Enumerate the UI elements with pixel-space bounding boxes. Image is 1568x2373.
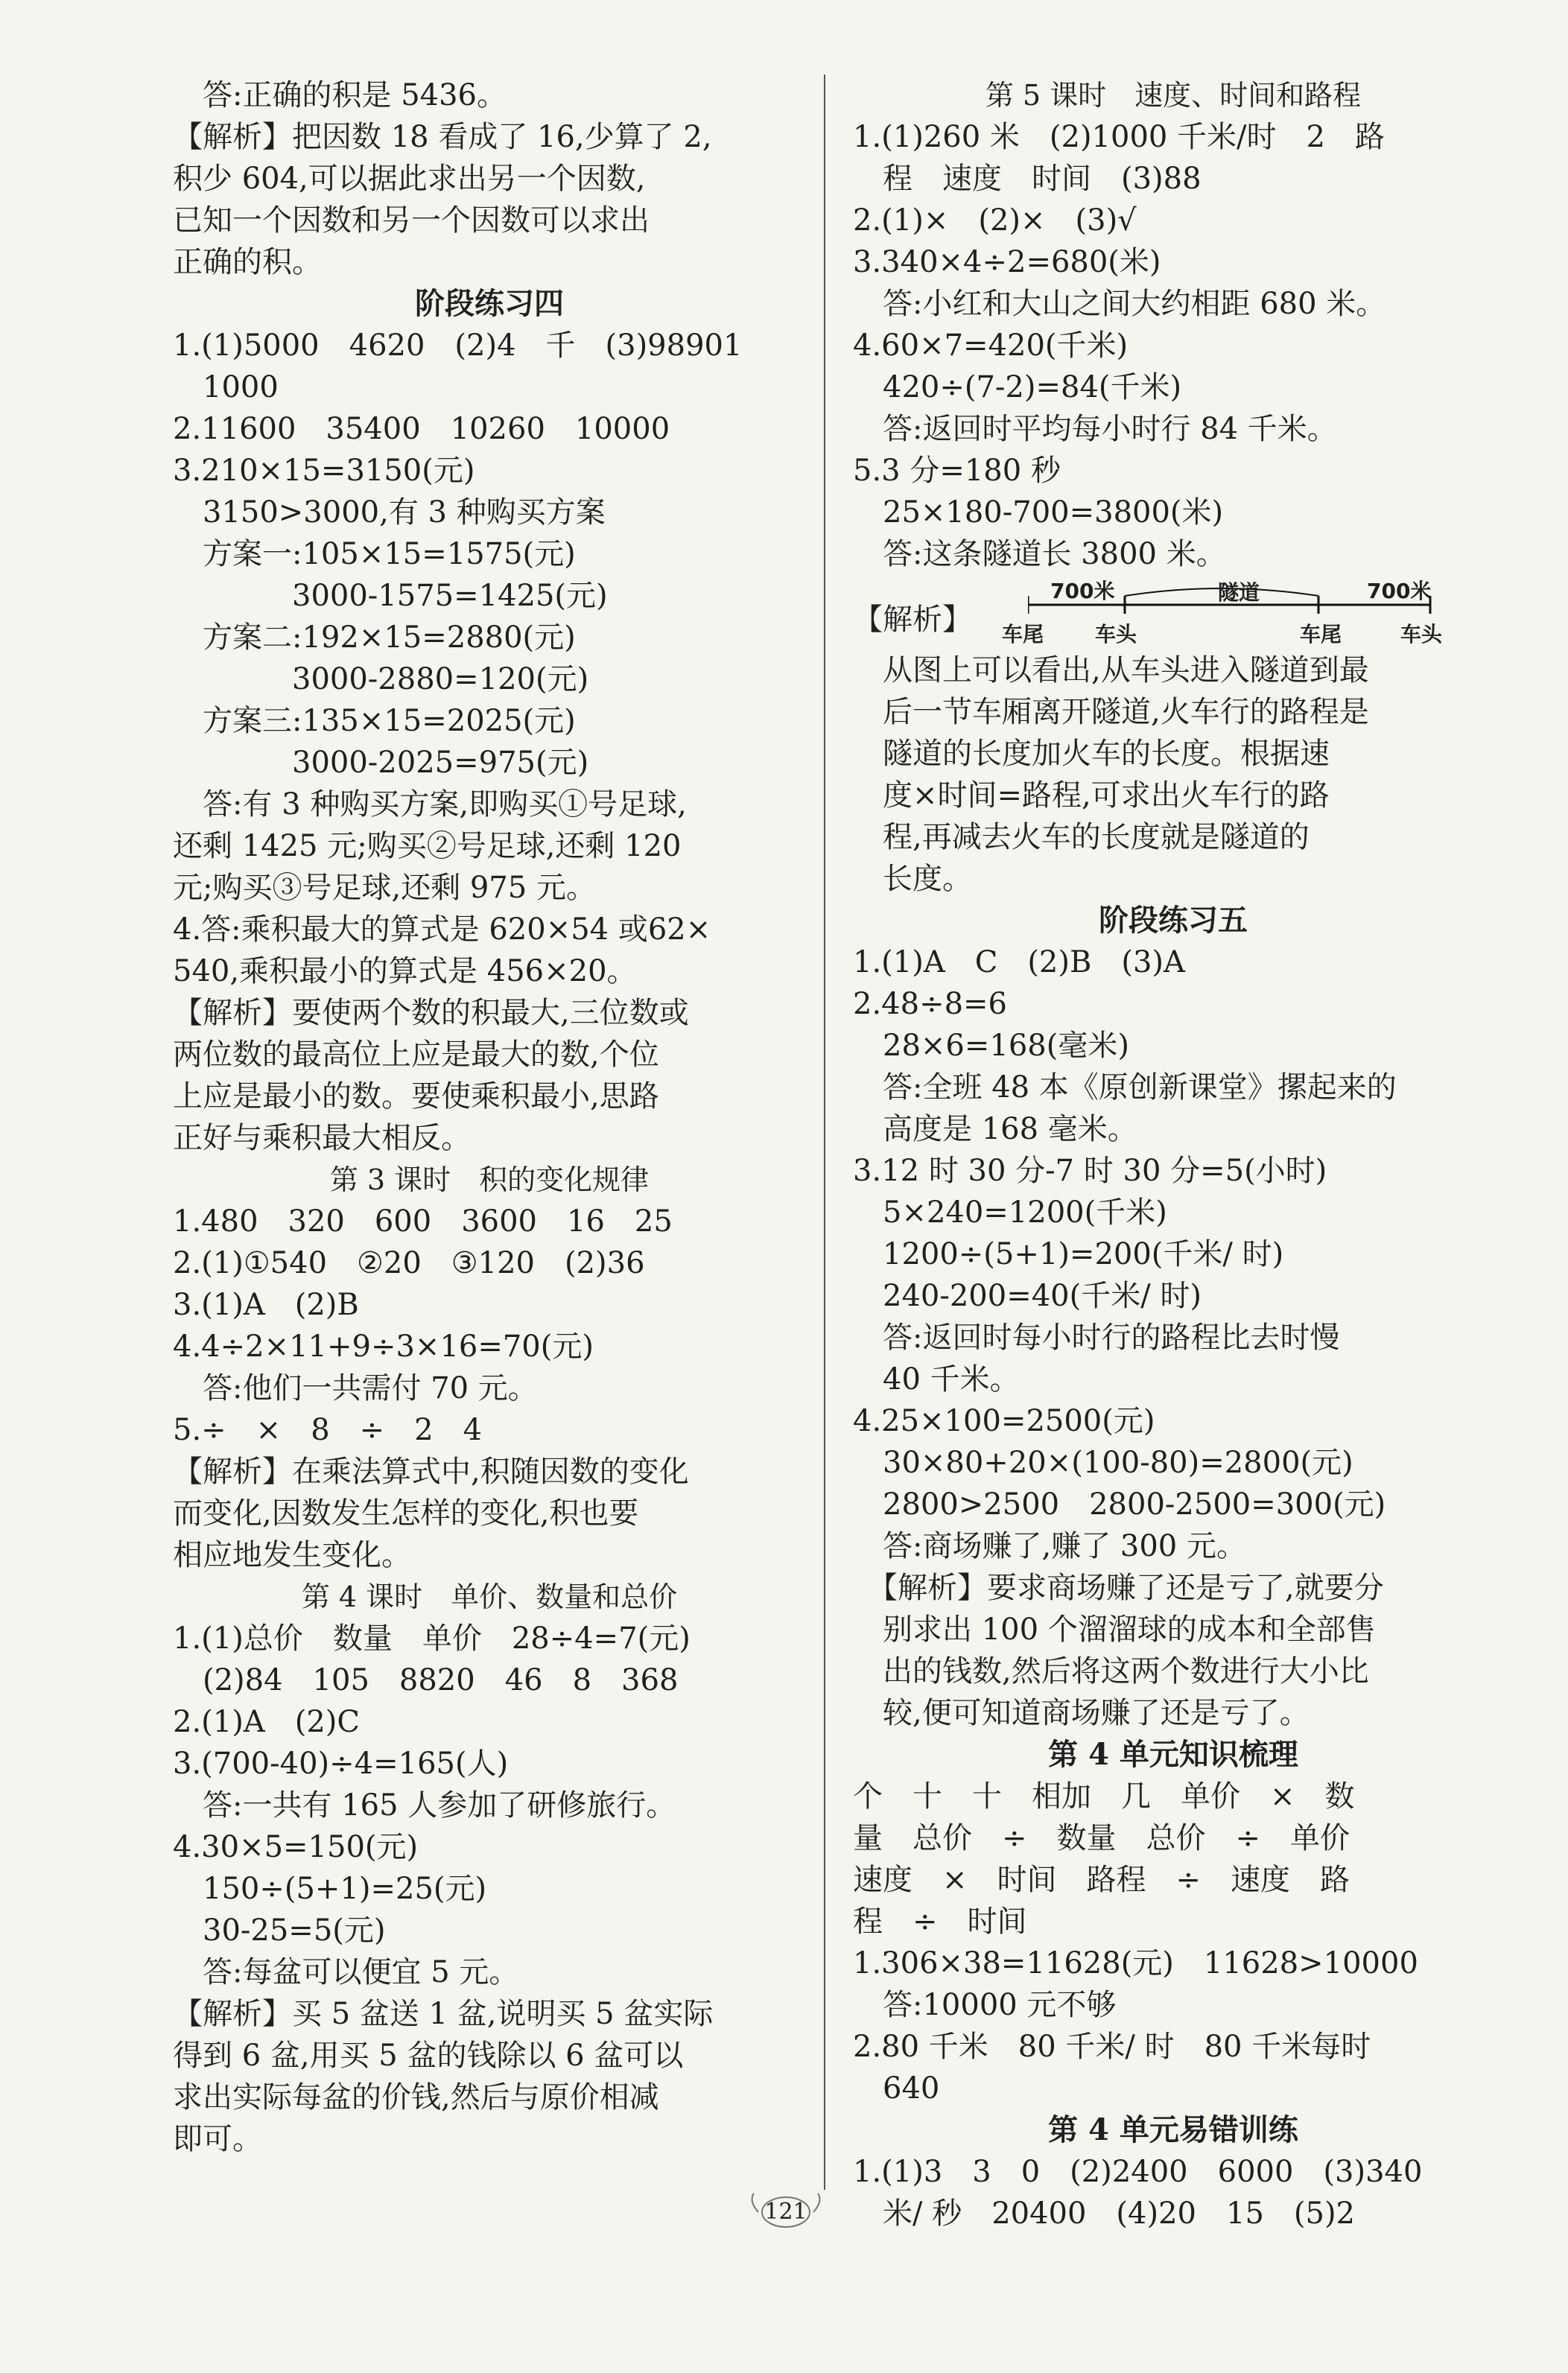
text-line: 3.(1)A (2)B <box>173 1288 359 1322</box>
text-line: 而变化,因数发生怎样的变化,积也要 <box>173 1496 639 1531</box>
text-line: 较,便可知道商场赚了还是亏了。 <box>853 1696 1310 1730</box>
text-line: 从图上可以看出,从车头进入隧道到最 <box>853 653 1369 687</box>
text-line: 2.(1)①540 ②20 ③120 (2)36 <box>173 1246 645 1280</box>
text-line: 5.3 分=180 秒 <box>853 454 1061 488</box>
diagram-analysis-tag: 【解析】 <box>853 603 972 637</box>
text-line: 后一节车厢离开隧道,火车行的路程是 <box>853 695 1369 729</box>
text-line: 25×180-700=3800(米) <box>853 495 1224 530</box>
text-line: 方案一:105×15=1575(元) <box>173 537 576 571</box>
text-line: 2.48÷8=6 <box>853 987 1007 1021</box>
text-line: 程,再减去火车的长度就是隧道的 <box>853 820 1310 854</box>
text-line: 方案三:135×15=2025(元) <box>173 704 576 738</box>
text-line: 答:有 3 种购买方案,即购买①号足球, <box>173 787 687 822</box>
text-line: 4.答:乘积最大的算式是 620×54 或62× <box>173 912 711 947</box>
text-line: 1.(1)260 米 (2)1000 千米/时 2 路 <box>853 120 1385 154</box>
text-line: 还剩 1425 元;购买②号足球,还剩 120 <box>173 829 682 863</box>
text-line: 两位数的最高位上应是最大的数,个位 <box>173 1038 659 1072</box>
text-line: 1.480 320 600 3600 16 25 <box>173 1204 673 1239</box>
text-line: 1200÷(5+1)=200(千米/ 时) <box>853 1237 1284 1271</box>
text-line: 答:返回时每小时行的路程比去时慢 <box>853 1321 1340 1355</box>
text-line: 相应地发生变化。 <box>173 1538 411 1572</box>
text-line: 30×80+20×(100-80)=2800(元) <box>853 1446 1353 1480</box>
text-line: 2.11600 35400 10260 10000 <box>173 412 670 446</box>
left-column <box>173 74 806 2160</box>
text-line: 5×240=1200(千米) <box>853 1195 1167 1230</box>
text-line: 1.(1)总价 数量 单价 28÷4=7(元) <box>173 1621 691 1656</box>
text-line: 540,乘积最小的算式是 456×20。 <box>173 954 637 988</box>
head-label-1: 车头 <box>1095 622 1137 647</box>
text-line: 第 4 课时 单价、数量和总价 <box>301 1581 678 1613</box>
text-line: 程 ÷ 时间 <box>853 1905 1027 1939</box>
text-line: 3.12 时 30 分-7 时 30 分=5(小时) <box>853 1154 1327 1188</box>
text-line: 【解析】要求商场赚了还是亏了,就要分 <box>853 1571 1384 1605</box>
text-line: 个 十 十 相加 几 单价 × 数 <box>853 1779 1355 1814</box>
text-line: 2.80 千米 80 千米/ 时 80 千米每时 <box>853 2030 1371 2064</box>
text-line: 4.30×5=150(元) <box>173 1830 419 1864</box>
text-line: 别求出 100 个溜溜球的成本和全部售 <box>853 1613 1376 1647</box>
left-train-length: 700米 <box>1050 579 1115 603</box>
tunnel-label: 隧道 <box>1218 580 1260 605</box>
text-line: 量 总价 ÷ 数量 总价 ÷ 单价 <box>853 1821 1350 1855</box>
text-line: 3000-2880=120(元) <box>173 662 589 696</box>
text-line: 3000-2025=975(元) <box>173 746 589 780</box>
text-line: 1.306×38=11628(元) 11628>10000 <box>853 1946 1418 1980</box>
text-line: 答:这条隧道长 3800 米。 <box>853 537 1226 571</box>
text-line: 答:全班 48 本《原创新课堂》摞起来的 <box>853 1070 1397 1105</box>
text-line: 5.÷ × 8 ÷ 2 4 <box>173 1413 483 1447</box>
text-line: 3.(700-40)÷4=165(人) <box>173 1747 509 1781</box>
text-line: 【解析】要使两个数的积最大,三位数或 <box>173 996 689 1030</box>
text-line: 40 千米。 <box>853 1362 1020 1397</box>
text-line: 出的钱数,然后将这两个数进行大小比 <box>853 1654 1369 1689</box>
text-line: 1000 <box>173 370 279 404</box>
text-line: 即可。 <box>173 2122 262 2156</box>
text-line: 2.(1)A (2)C <box>173 1705 360 1739</box>
text-line: 1.(1)A C (2)B (3)A <box>853 945 1185 979</box>
page-number-text: 121 <box>764 2199 807 2225</box>
text-line: 3150>3000,有 3 种购买方案 <box>173 495 606 530</box>
tunnel-diagram <box>853 575 1494 649</box>
text-line: 4.60×7=420(千米) <box>853 328 1129 363</box>
text-line: 答:返回时平均每小时行 84 千米。 <box>853 412 1337 446</box>
right-top-block <box>853 74 1494 575</box>
text-line: 【解析】买 5 盆送 1 盆,说明买 5 盆实际 <box>173 1997 714 2031</box>
text-line: 240-200=40(千米/ 时) <box>853 1279 1202 1313</box>
column-divider <box>824 74 825 2190</box>
text-line: 4.25×100=2500(元) <box>853 1404 1155 1438</box>
text-line: 第 4 单元易错训练 <box>1048 2112 1298 2147</box>
text-line: 第 4 单元知识梳理 <box>1048 1737 1298 1772</box>
text-line: 程 速度 时间 (3)88 <box>853 162 1202 196</box>
text-line: 1.(1)3 3 0 (2)2400 6000 (3)340 <box>853 2155 1423 2189</box>
text-line: 元;购买③号足球,还剩 975 元。 <box>173 871 596 905</box>
tail-label-2: 车尾 <box>1300 622 1342 647</box>
text-line: 【解析】在乘法算式中,积随因数的变化 <box>173 1455 689 1489</box>
text-line: 阶段练习四 <box>415 286 564 321</box>
text-line: 28×6=168(毫米) <box>853 1029 1129 1063</box>
text-line: 正好与乘积最大相反。 <box>173 1121 471 1155</box>
text-line: 阶段练习五 <box>1099 903 1248 938</box>
text-line: 答:10000 元不够 <box>853 1988 1117 2022</box>
text-line: 求出实际每盆的价钱,然后与原价相减 <box>173 2080 659 2115</box>
text-line: 隧道的长度加火车的长度。根据速 <box>853 737 1330 771</box>
text-line: 答:每盆可以便宜 5 元。 <box>173 1955 519 1989</box>
text-line: 正确的积。 <box>173 245 322 279</box>
text-line: 高度是 168 毫米。 <box>853 1112 1137 1146</box>
text-line: 已知一个因数和另一个因数可以求出 <box>173 203 650 238</box>
text-line: 得到 6 盆,用买 5 盆的钱除以 6 盆可以 <box>173 2039 684 2073</box>
text-line: 2800>2500 2800-2500=300(元) <box>853 1487 1386 1522</box>
right-bottom-block <box>853 649 1494 2234</box>
right-train-length: 700米 <box>1367 579 1432 603</box>
text-line: 第 3 课时 积的变化规律 <box>329 1163 650 1196</box>
text-line: 长度。 <box>853 862 972 896</box>
text-line: 420÷(7-2)=84(千米) <box>853 370 1182 404</box>
text-line: 米/ 秒 20400 (4)20 15 (5)2 <box>853 2196 1356 2231</box>
text-line: 答:小红和大山之间大约相距 680 米。 <box>853 287 1386 321</box>
text-line: 3.210×15=3150(元) <box>173 454 475 488</box>
text-line: 第 5 课时 速度、时间和路程 <box>985 79 1362 112</box>
tail-label-1: 车尾 <box>1002 622 1044 647</box>
text-line: 速度 × 时间 路程 ÷ 速度 路 <box>853 1863 1350 1897</box>
right-column <box>853 74 1494 2234</box>
text-line: (2)84 105 8820 46 8 368 <box>173 1663 679 1697</box>
page-number <box>745 2190 827 2234</box>
text-line: 3.340×4÷2=680(米) <box>853 245 1161 279</box>
text-line: 640 <box>853 2071 940 2106</box>
text-line: 积少 604,可以据此求出另一个因数, <box>173 162 646 196</box>
text-line: 上应是最小的数。要使乘积最小,思路 <box>173 1079 659 1114</box>
text-line: 答:他们一共需付 70 元。 <box>173 1371 538 1405</box>
text-line: 度×时间=路程,可求出火车行的路 <box>853 778 1330 813</box>
text-line: 150÷(5+1)=25(元) <box>173 1872 487 1906</box>
text-line: 答:商场赚了,赚了 300 元。 <box>853 1529 1246 1563</box>
text-line: 30-25=5(元) <box>173 1913 386 1948</box>
text-line: 2.(1)× (2)× (3)√ <box>853 203 1137 238</box>
text-line: 1.(1)5000 4620 (2)4 千 (3)98901 <box>173 328 743 363</box>
text-line: 方案二:192×15=2880(元) <box>173 620 576 655</box>
text-line: 答:正确的积是 5436。 <box>173 78 507 112</box>
text-line: 【解析】把因数 18 看成了 16,少算了 2, <box>173 120 712 154</box>
head-label-2: 车头 <box>1400 622 1443 647</box>
text-line: 3000-1575=1425(元) <box>173 579 608 613</box>
text-line: 答:一共有 165 人参加了研修旅行。 <box>173 1788 676 1823</box>
text-line: 4.4÷2×11+9÷3×16=70(元) <box>173 1330 594 1364</box>
